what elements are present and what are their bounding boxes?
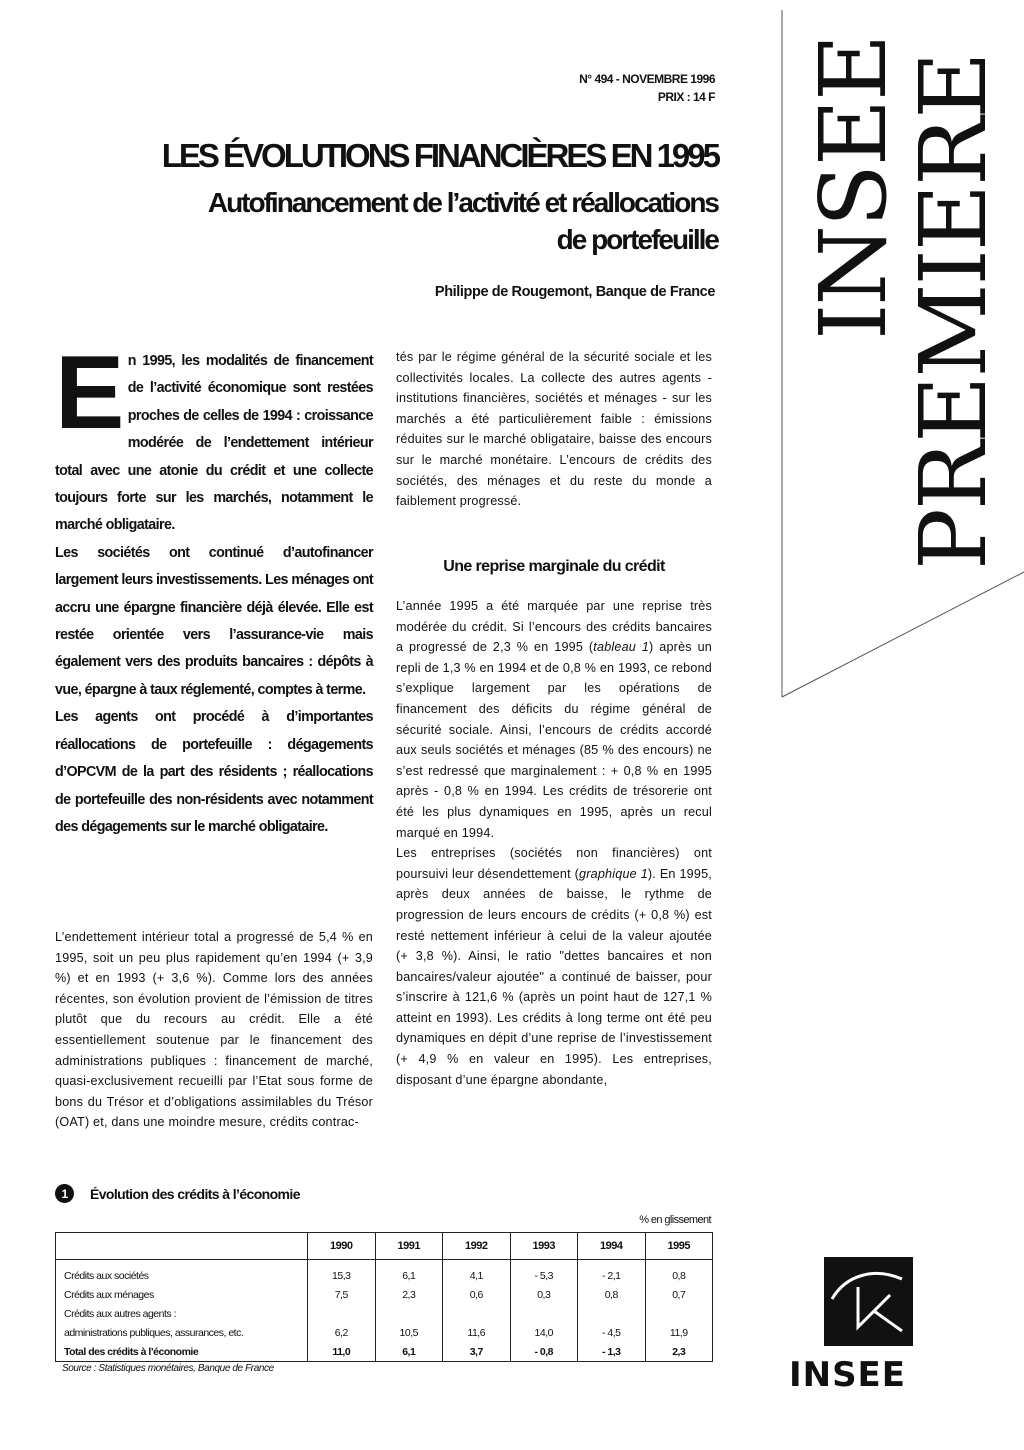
brand-line-insee: INSEE bbox=[800, 35, 907, 340]
chart-reference: graphique 1 bbox=[579, 866, 648, 881]
subtitle-line-1: Autofinancement de l’activité et réallocations bbox=[207, 187, 718, 218]
page-subtitle bbox=[60, 184, 718, 258]
table-header-empty bbox=[56, 1233, 308, 1260]
table-cell: - 0,8 bbox=[510, 1342, 578, 1362]
table-cell bbox=[443, 1304, 511, 1323]
author-line: Philippe de Rougemont, Banque de France bbox=[434, 284, 715, 300]
row-label: Total des crédits à l’économie bbox=[56, 1342, 308, 1362]
table-cell: 6,1 bbox=[375, 1342, 443, 1362]
intro-chapeau bbox=[55, 335, 373, 841]
drop-cap: E bbox=[55, 335, 124, 451]
intro-paragraph-2: Les sociétés ont continué d’autofinancer largement leurs investissements. Les ménages ont accru une épargne financière déjà élevée. Elle est restée orientée vers l’assurance-vie mais également vers des produits bancaires : dépôts à vue, épargne à taux réglementé, comptes à terme. bbox=[55, 544, 373, 698]
logo-mark-icon bbox=[824, 1257, 913, 1346]
table-cell: - 1,3 bbox=[578, 1342, 646, 1362]
table-cell: 11,6 bbox=[443, 1323, 511, 1342]
table-cell: 4,1 bbox=[443, 1260, 511, 1286]
body-paragraph: L’endettement intérieur total a progressé de 5,4 % en 1995, soit un peu plus rapidement qu’en 1994 (+ 3,9 %) et en 1993 (+ 3,6 %). Comme lors des années récentes, son évolution provient de l’émission de titres plutôt que du recours au crédit. Elle a été essentiellement soutenue par le financement des administrations publiques : financement de marché, quasi-exclusivement recueilli par l’Etat sous forme de bons du Trésor et d’obligations assimilables du Trésor (OAT) et, dans une moindre mesure, crédits contrac- bbox=[55, 930, 373, 1130]
table-unit: % en glissement bbox=[639, 1214, 711, 1226]
table-cell: 2,3 bbox=[375, 1285, 443, 1304]
table-caption-text: Évolution des crédits à l’économie bbox=[90, 1185, 300, 1202]
table-cell bbox=[510, 1304, 578, 1323]
table-cell: 0,6 bbox=[443, 1285, 511, 1304]
row-label: Crédits aux ménages bbox=[56, 1285, 308, 1304]
page-title: LES ÉVOLUTIONS FINANCIÈRES EN 1995 bbox=[161, 137, 718, 174]
body-text-left bbox=[55, 927, 373, 1133]
table-cell: 0,3 bbox=[510, 1285, 578, 1304]
table-row bbox=[56, 1285, 713, 1304]
table-header-row bbox=[56, 1233, 713, 1260]
issue-price: PRIX : 14 F bbox=[657, 90, 715, 104]
subtitle-line-2: de portefeuille bbox=[556, 224, 718, 255]
table-row bbox=[56, 1323, 713, 1342]
table-cell: 10,5 bbox=[375, 1323, 443, 1342]
table-cell: 6,1 bbox=[375, 1260, 443, 1286]
table-reference: tableau 1 bbox=[593, 640, 650, 655]
table-cell bbox=[308, 1304, 376, 1323]
insee-logo-word: INSEE bbox=[788, 1355, 907, 1395]
table-header-year: 1992 bbox=[443, 1233, 511, 1260]
insee-logo bbox=[780, 1257, 915, 1407]
table-cell bbox=[578, 1304, 646, 1323]
row-label: administrations publiques, assurances, etc. bbox=[56, 1323, 308, 1342]
table-cell: 14,0 bbox=[510, 1323, 578, 1342]
body-text-right-top bbox=[396, 347, 712, 512]
intro-paragraph-3: Les agents ont procédé à d’importantes réallocations de portefeuille : dégagements d’OPCVM de la part des résidents ; réallocations de portefeuille des non-résidents avec notamment des dégagements sur le marché obligataire. bbox=[55, 709, 373, 835]
credit-table bbox=[55, 1232, 713, 1362]
intro-paragraph-1: En 1995, les modalités de financement de l’activité économique sont restées proches de celles de 1994 : croissance modérée de l’endettement intérieur total avec une atonie du crédit et une collecte toujours forte sur les marchés, notamment le marché obligataire. bbox=[55, 335, 373, 534]
table-cell: - 4,5 bbox=[578, 1323, 646, 1342]
body-text-right bbox=[396, 596, 712, 1090]
table-cell bbox=[645, 1304, 713, 1323]
table-header-year: 1994 bbox=[578, 1233, 646, 1260]
brand-vertical-title bbox=[768, 35, 1018, 600]
brand-line-premiere: PREMIERE bbox=[900, 53, 1007, 570]
table-cell: 11,9 bbox=[645, 1323, 713, 1342]
body-paragraph: Les entreprises (sociétés non financières) ont poursuivi leur désendettement (graphique 1). En 1995, après deux années de baisse, le rythme de progression de leurs encours de crédits (+ 0,8 %) est resté nettement inférieur à celui de la valeur ajoutée (+ 3,8 %). Ainsi, le ratio "dettes bancaires et non bancaires/valeur ajoutée" a continué de baisser, pour s’inscrire à 121,6 % (après un point haut de 127,1 % atteint en 1993). Les crédits à long terme ont été peu dynamiques en dépit d’une reprise de l’investissement (+ 4,9 % en valeur en 1995). Les entreprises, disposant d’une épargne abondante, bbox=[396, 846, 712, 1087]
table-cell: 15,3 bbox=[308, 1260, 376, 1286]
table-cell: 0,8 bbox=[578, 1285, 646, 1304]
row-label: Crédits aux autres agents : bbox=[56, 1304, 308, 1323]
table-row-total bbox=[56, 1342, 713, 1362]
row-label: Crédits aux sociétés bbox=[56, 1260, 308, 1286]
table-cell: 0,8 bbox=[645, 1260, 713, 1286]
table-cell: 6,2 bbox=[308, 1323, 376, 1342]
table-row bbox=[56, 1304, 713, 1323]
body-paragraph: L’année 1995 a été marquée par une reprise très modérée du crédit. Si l’encours des crédits bancaires a progressé de 2,3 % en 1995 (tableau 1) après un repli de 1,3 % en 1994 et de 0,8 % en 1993, ce rebond s’explique largement par les opérations de financement des déficits du régime général de sécurité sociale. Ainsi, l’encours de crédits accordé aux seuls sociétés et ménages (85 % des encours) ne s’est redressé que marginalement : + 0,8 % en 1995 après - 0,8 % en 1994. Les crédits de trésorerie ont été les plus dynamiques en 1995, après un recul marqué en 1994. bbox=[396, 599, 712, 840]
table-cell: 7,5 bbox=[308, 1285, 376, 1304]
table-header-year: 1990 bbox=[308, 1233, 376, 1260]
table-cell: 2,3 bbox=[645, 1342, 713, 1362]
issue-number: N° 494 - NOVEMBRE 1996 bbox=[579, 72, 715, 86]
issue-meta bbox=[480, 70, 715, 106]
table-caption bbox=[55, 1184, 695, 1203]
table-source: Source : Statistiques monétaires, Banque de France bbox=[62, 1363, 274, 1374]
table-header-year: 1993 bbox=[510, 1233, 578, 1260]
table-cell: 0,7 bbox=[645, 1285, 713, 1304]
table-header-year: 1995 bbox=[645, 1233, 713, 1260]
insee-logo-mark bbox=[824, 1257, 913, 1346]
table-number-badge: 1 bbox=[55, 1184, 74, 1203]
table-header-year: 1991 bbox=[375, 1233, 443, 1260]
section-heading: Une reprise marginale du crédit bbox=[443, 558, 665, 575]
table-cell: 11,0 bbox=[308, 1342, 376, 1362]
table-cell: 3,7 bbox=[443, 1342, 511, 1362]
table-cell bbox=[375, 1304, 443, 1323]
table-cell: - 2,1 bbox=[578, 1260, 646, 1286]
table-row bbox=[56, 1260, 713, 1286]
body-paragraph: tés par le régime général de la sécurité sociale et les collectivités locales. La collecte des autres agents - institutions financières, sociétés et ménages - sur les marchés a été particulièrement faible : émissions réduites sur le marché obligataire, baisse des encours sur le marché monétaire. L’encours de crédits des sociétés, des ménages et du reste du monde a faiblement progressé. bbox=[396, 350, 712, 509]
table-cell: - 5,3 bbox=[510, 1260, 578, 1286]
